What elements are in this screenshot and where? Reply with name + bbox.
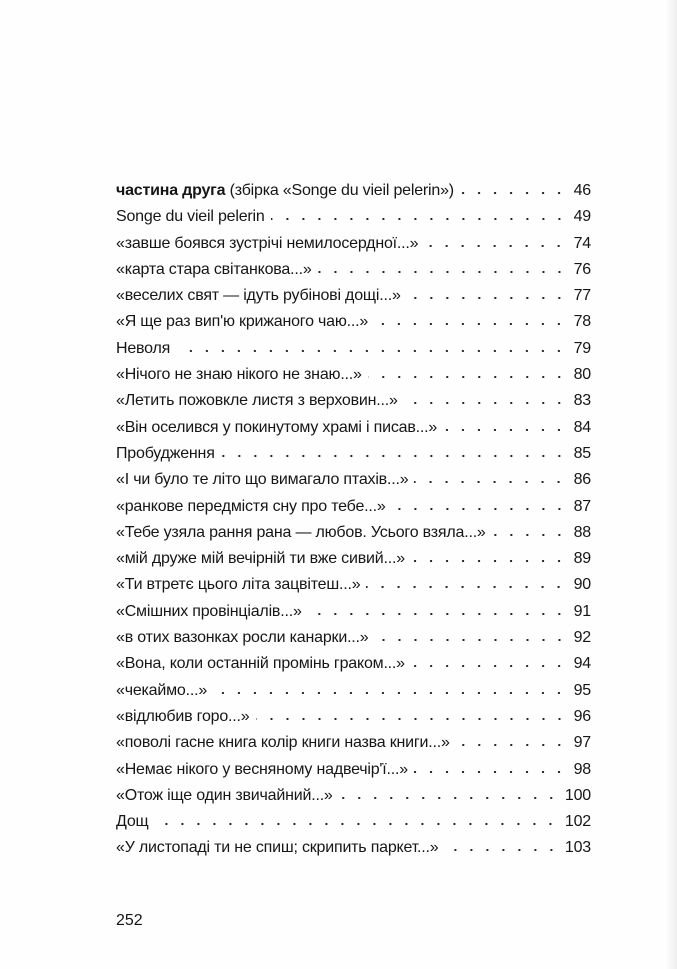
toc-section-heading (116, 178, 591, 204)
dot-leader (411, 560, 567, 562)
toc-entry (116, 730, 591, 756)
toc-entry-title: «У листопаді ти не спиш; скрипить паркет...» (116, 839, 439, 857)
toc-entry (116, 546, 591, 572)
toc-entry-page: 97 (573, 734, 591, 752)
section-subtitle: (збірка «Songe du vieil pelerin») (225, 182, 454, 199)
toc-entry-page: 86 (573, 471, 591, 489)
toc-entry-title: «Він оселився у покинутому храмі і писав...» (116, 418, 438, 436)
toc-entry (116, 599, 591, 625)
dot-leader (339, 797, 559, 799)
dot-leader (492, 534, 567, 536)
dot-leader (154, 823, 558, 825)
toc-entry-page: 49 (573, 208, 591, 226)
dot-leader (366, 586, 567, 588)
page-edge-shadow (665, 0, 677, 969)
toc-entry-page: 76 (573, 260, 591, 278)
toc-entry-page: 87 (573, 497, 591, 515)
dot-leader (407, 297, 567, 299)
toc-entry-title: «чекаймо...» (116, 681, 208, 699)
toc-entry (116, 362, 591, 388)
section-title-bold: частина друга (116, 182, 226, 199)
dot-leader (443, 429, 567, 431)
toc-entry (116, 520, 591, 546)
toc-entry (116, 257, 591, 283)
toc-entry-title: «Немає нікого у весняному надвечір'ї...» (116, 760, 408, 778)
toc-entry-page: 91 (573, 602, 591, 620)
toc-entry-title: «Вона, коли останній промінь граком...» (116, 655, 405, 673)
dot-leader (424, 245, 567, 247)
dot-leader (221, 455, 567, 457)
toc-entry-page: 96 (573, 707, 591, 725)
page-number: 252 (116, 912, 143, 929)
toc-entry (116, 625, 591, 651)
toc-entry-page: 79 (573, 339, 591, 357)
dot-leader (414, 771, 567, 773)
toc-entry (116, 388, 591, 414)
toc-entry (116, 283, 591, 309)
toc-entry-page: 92 (573, 629, 591, 647)
dot-leader (375, 639, 568, 641)
toc-entry (116, 835, 591, 861)
toc-entry-title: «веселих свят — ідуть рубінові дощі...» (116, 287, 401, 305)
toc-entry-title: «Я ще раз вип'ю крижаного чаю...» (116, 313, 369, 331)
toc-entry-page: 78 (573, 313, 591, 331)
toc-entry-page: 89 (573, 550, 591, 568)
dot-leader (308, 613, 567, 615)
dot-leader (318, 271, 567, 273)
toc-entry-page: 80 (573, 366, 591, 384)
toc-entry (116, 783, 591, 809)
toc-entry-title: «Смішних провінціалів...» (116, 602, 302, 620)
toc-entry-page: 83 (573, 392, 591, 410)
toc-entry-page: 95 (573, 681, 591, 699)
dot-leader (411, 665, 567, 667)
dot-leader (460, 192, 567, 194)
toc-entry-title (116, 178, 454, 204)
toc-entry-page: 94 (573, 655, 591, 673)
toc-entry (116, 204, 591, 230)
toc-entry (116, 441, 591, 467)
toc-entry (116, 336, 591, 362)
toc-entry-page: 100 (564, 786, 591, 804)
toc-entry-title: «Отож іще один звичайний...» (116, 786, 333, 804)
toc-entry (116, 415, 591, 441)
toc-entry (116, 651, 591, 677)
dot-leader (374, 323, 567, 325)
dot-leader (213, 692, 567, 694)
dot-leader (414, 481, 567, 483)
toc-entry (116, 467, 591, 493)
toc-entry (116, 678, 591, 704)
dot-leader (404, 402, 567, 404)
table-of-contents (116, 178, 591, 862)
dot-leader (271, 218, 567, 220)
toc-entry-title: Дощ (116, 813, 149, 831)
toc-entry-page: 102 (564, 813, 591, 831)
toc-entry (116, 572, 591, 598)
toc-entry-title: «поволі гасне книга колір книги назва книги...» (116, 734, 450, 752)
toc-entry (116, 309, 591, 335)
toc-entry (116, 757, 591, 783)
toc-entry-title: «мій друже мій вечірній ти вже сивий...» (116, 550, 405, 568)
toc-entry-page: 88 (573, 523, 591, 541)
toc-entry (116, 809, 591, 835)
toc-entry-title: «ранкове передмістя сну про тебе...» (116, 497, 386, 515)
toc-entry-page: 103 (564, 839, 591, 857)
toc-entry-title: «Нічого не знаю нікого не знаю...» (116, 366, 362, 384)
toc-entry-title: «Ти втретє цього літа зацвітеш...» (116, 576, 361, 594)
dot-leader (176, 350, 567, 352)
toc-entry-page: 85 (573, 444, 591, 462)
toc-entry-title: «Тебе узяла рання рана — любов. Усього взяла...» (116, 523, 486, 541)
toc-entry-page: 77 (573, 287, 591, 305)
dot-leader (456, 744, 567, 746)
toc-entry-title: «відлюбив горо...» (116, 707, 250, 725)
toc-entry-title: «карта стара світанкова...» (116, 260, 312, 278)
toc-entry-title: «завше боявся зустрічі немилосердної...» (116, 234, 419, 252)
toc-entry (116, 704, 591, 730)
toc-entry (116, 231, 591, 257)
toc-entry-page: 84 (573, 418, 591, 436)
toc-entry-title: «І чи було те літо що вимагало птахів...» (116, 471, 409, 489)
toc-entry-title: «Летить пожовкле листя з верховин...» (116, 392, 398, 410)
toc-entry-page: 46 (573, 182, 591, 199)
toc-entry-page: 74 (573, 234, 591, 252)
dot-leader (256, 718, 568, 720)
toc-entry-page: 90 (573, 576, 591, 594)
toc-entry-title: Пробудження (116, 444, 215, 462)
toc-entry-title: Songe du vieil pelerin (116, 208, 265, 226)
toc-entry-page: 98 (573, 760, 591, 778)
toc-entry-title: «в отих вазонках росли канарки...» (116, 629, 369, 647)
dot-leader (368, 376, 567, 378)
toc-entry-title: Неволя (116, 339, 171, 357)
dot-leader (392, 508, 567, 510)
dot-leader (445, 849, 559, 851)
toc-entry (116, 494, 591, 520)
